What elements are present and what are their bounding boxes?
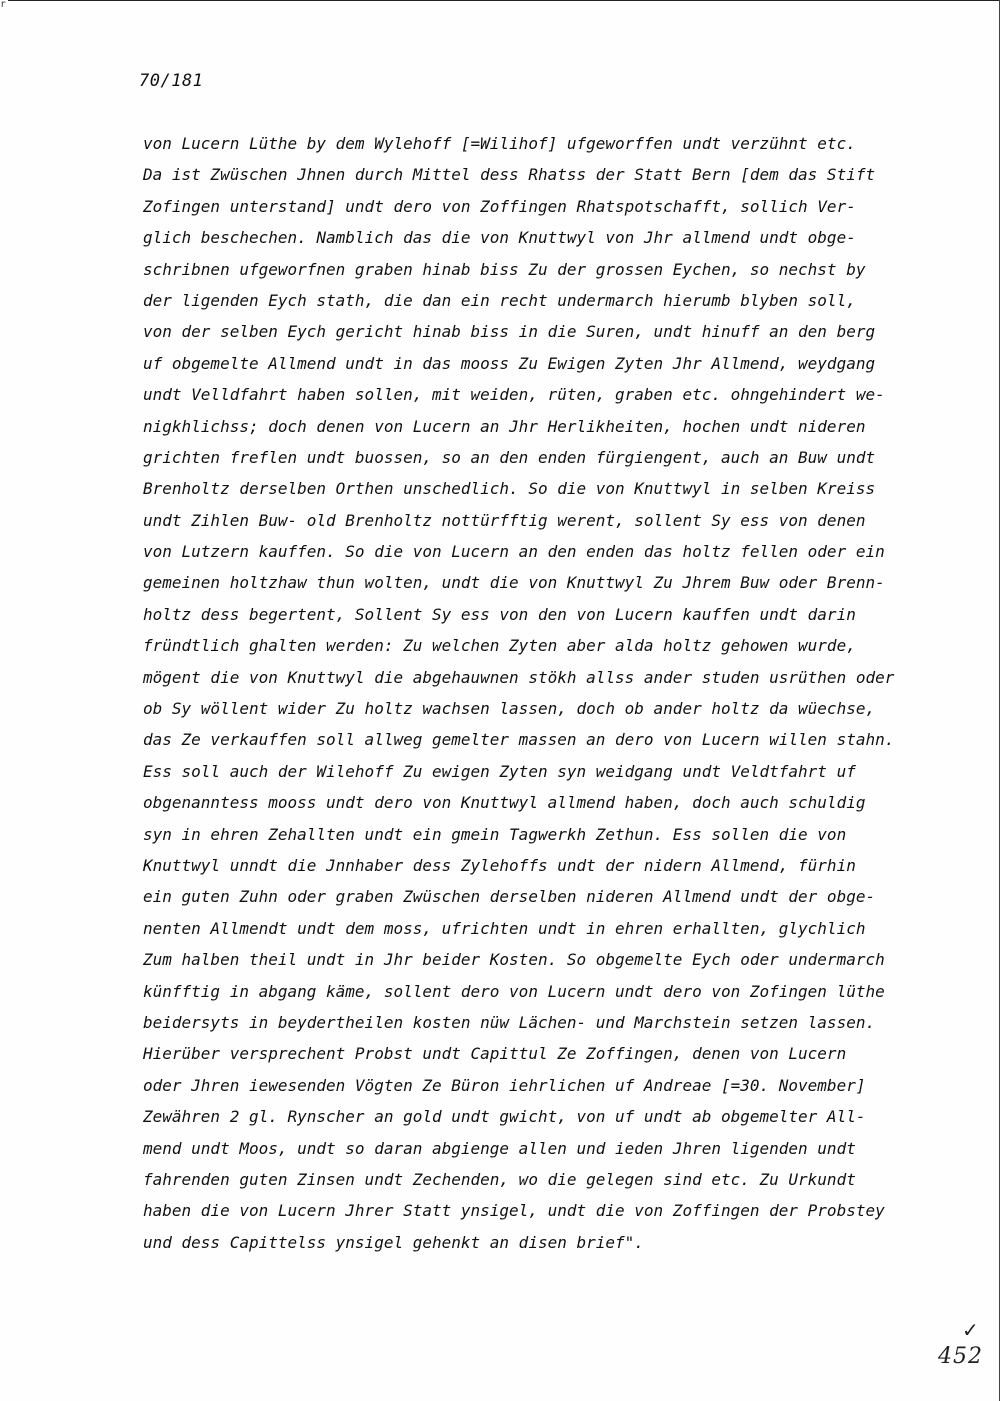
text-line: grichten freflen undt buossen, so an den enden fürgiengent, auch an Buw undt [143, 447, 876, 467]
text-line: gemeinen holtzhaw thun wolten, undt die von Knuttwyl Zu Jhrem Buw oder Brenn- [143, 573, 885, 593]
text-line: nenten Allmendt undt dem moss, ufrichten undt in ehren erhallten, glychlich [143, 918, 866, 938]
text-line: Zum halben theil undt in Jhr beider Kosten. So obgemelte Eych oder undermarch [143, 950, 885, 970]
archive-number: 452 [938, 1344, 983, 1369]
text-line: undt Zihlen Buw- old Brenholtz nottürfftig werent, sollent Sy ess von denen [143, 510, 866, 530]
text-line: mend undt Moos, undt so daran abgienge allen und ieden Jhren ligenden undt [143, 1138, 856, 1158]
text-line: beidersyts in beydertheilen kosten nüw Lächen- und Marchstein setzen lassen. [143, 1012, 876, 1032]
transcription-text [143, 128, 933, 1258]
page-reference: 70/181 [139, 71, 204, 91]
text-line: oder Jhren iewesenden Vögten Ze Büron iehrlichen uf Andreae [=30. November] [143, 1075, 866, 1095]
text-line: nigkhlichss; doch denen von Lucern an Jhr Herlikheiten, hochen undt nideren [143, 416, 866, 436]
text-line: syn in ehren Zehallten undt ein gmein Tagwerkh Zethun. Ess sollen die von [143, 824, 847, 844]
text-line: und dess Capittelss ynsigel gehenkt an disen brief". [143, 1232, 644, 1252]
text-line: Zewähren 2 gl. Rynscher an gold undt gwicht, von uf undt ab obgemelter All- [143, 1107, 866, 1127]
text-line: Ess soll auch der Wilehoff Zu ewigen Zyten syn weidgang undt Veldtfahrt uf [143, 761, 856, 781]
archive-mark [928, 1320, 988, 1390]
corner-mark: r [0, 0, 7, 10]
text-line: das Ze verkauffen soll allweg gemelter massen an dero von Lucern willen stahn. [143, 730, 895, 750]
text-line: von der selben Eych gericht hinab biss in die Suren, undt hinuff an den berg [143, 322, 876, 342]
text-line: uf obgemelte Allmend undt in das mooss Zu Ewigen Zyten Jhr Allmend, weydgang [143, 353, 876, 373]
text-line: holtz dess begertent, Sollent Sy ess von den von Lucern kauffen undt darin [143, 604, 856, 624]
check-mark-icon: ✓ [962, 1318, 979, 1342]
text-line: fründtlich ghalten werden: Zu welchen Zyten aber alda holtz gehowen wurde, [143, 636, 856, 656]
text-line: obgenanntess mooss undt dero von Knuttwyl allmend haben, doch auch schuldig [143, 793, 866, 813]
text-line: glich beschechen. Namblich das die von Knuttwyl von Jhr allmend undt obge- [143, 228, 856, 248]
text-line: ob Sy wöllent wider Zu holtz wachsen lassen, doch ob ander holtz da wüechse, [143, 699, 876, 719]
text-line: künfftig in abgang käme, sollent dero von Lucern undt dero von Zofingen lüthe [143, 981, 885, 1001]
text-line: schribnen ufgeworfnen graben hinab biss Zu der grossen Eychen, so nechst by [143, 259, 866, 279]
text-line: von Lutzern kauffen. So die von Lucern an den enden das holtz fellen oder ein [143, 542, 885, 562]
text-line: Da ist Zwüschen Jhnen durch Mittel dess Rhatss der Statt Bern [dem das Stift [143, 165, 876, 185]
text-line: undt Velldfahrt haben sollen, mit weiden, rüten, graben etc. ohngehindert we- [143, 385, 885, 405]
scan-edge-top [8, 0, 1000, 1]
text-line: mögent die von Knuttwyl die abgehauwnen stökh allss ander studen usrüthen oder [143, 667, 895, 687]
text-line: ein guten Zuhn oder graben Zwüschen derselben nideren Allmend undt der obge- [143, 887, 876, 907]
text-line: fahrenden guten Zinsen undt Zechenden, wo die gelegen sind etc. Zu Urkundt [143, 1169, 856, 1189]
text-line: von Lucern Lüthe by dem Wylehoff [=Wilihof] ufgeworffen undt verzühnt etc. [143, 134, 856, 153]
text-line: haben die von Lucern Jhrer Statt ynsigel, undt die von Zoffingen der Probstey [143, 1201, 885, 1221]
text-line: Brenholtz derselben Orthen unschedlich. So die von Knuttwyl in selben Kreiss [143, 479, 876, 499]
text-line: Hierüber versprechent Probst undt Capittul Ze Zoffingen, denen von Lucern [143, 1044, 847, 1064]
text-line: Zofingen unterstand] undt dero von Zoffingen Rhatspotschafft, sollich Ver- [143, 196, 856, 216]
text-line: Knuttwyl unndt die Jnnhaber dess Zylehoffs undt der nidern Allmend, fürhin [143, 855, 856, 875]
text-line: der ligenden Eych stath, die dan ein recht undermarch hierumb blyben soll, [143, 290, 856, 310]
